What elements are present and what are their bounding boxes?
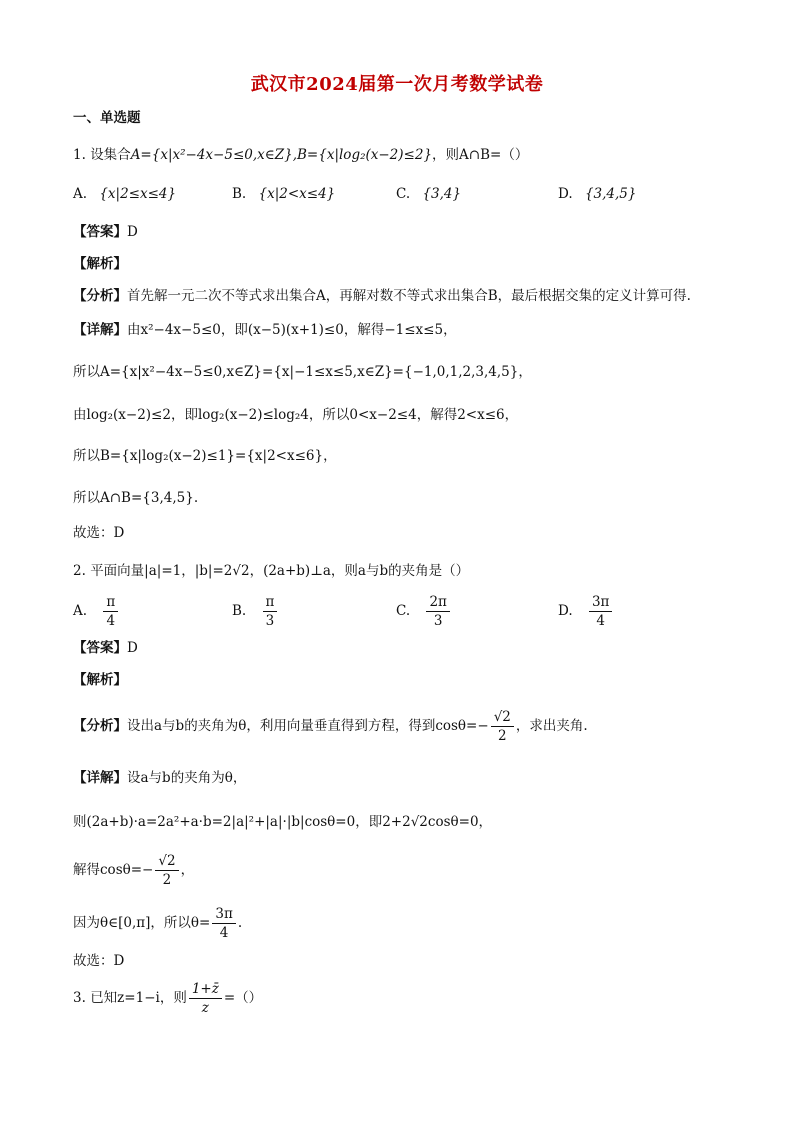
xiangjie-text: 由x²−4x−5≤0，即(x−5)(x+1)≤0，解得−1≤x≤5，: [127, 322, 457, 338]
angle-fraction: [212, 906, 235, 941]
question-number: 1.: [73, 147, 86, 163]
fenxi-text-end: ，求出夹角.: [515, 718, 588, 734]
q2-xiangjie-line-3: [73, 850, 194, 890]
option-text: {3,4,5}: [584, 186, 637, 202]
option-fraction: [589, 594, 612, 629]
fraction-denominator: 2: [162, 872, 172, 888]
q1-xiangjie-line-1: [73, 320, 457, 340]
q1-option-d: [558, 186, 636, 202]
q1-option-c: [396, 186, 461, 202]
q2-answer: [73, 638, 138, 658]
question-2-stem: [73, 561, 469, 581]
question-suffix: ，则A∩B=（）: [432, 147, 529, 163]
xiangjie-text: 设a与b的夹角为θ，: [127, 770, 247, 786]
fraction-denominator: 4: [106, 613, 116, 629]
fenxi-tag: 【分析】: [73, 288, 127, 304]
fraction-numerator: √2: [155, 853, 178, 871]
q1-choose: 故选：D: [73, 525, 125, 541]
set-a-expression: A={x|x²−4x−5≤0,x∈Z}: [130, 147, 293, 163]
fraction-numerator: 1+z̄: [189, 981, 222, 999]
q1-xiangjie-line-3: 由log₂(x−2)≤2，即log₂(x−2)≤log₂4，所以0<x−2≤4，解得2<x≤6，: [73, 407, 519, 423]
answer-value: D: [127, 224, 138, 240]
fraction-denominator: 3: [265, 613, 275, 629]
q1-xiangjie-line-4: 所以B={x|log₂(x−2)≤1}={x|2<x≤6}，: [73, 448, 337, 464]
fenxi-text: 设出a与b的夹角为θ，利用向量垂直得到方程，得到cosθ=−: [127, 718, 489, 734]
fraction-denominator: 2: [497, 728, 507, 744]
fraction-numerator: π: [103, 594, 118, 612]
question-3-stem: [73, 978, 262, 1018]
option-label: B.: [232, 603, 247, 619]
fraction-numerator: 3π: [212, 906, 235, 924]
fenxi-tag: 【分析】: [73, 718, 127, 734]
fraction-denominator: 3: [433, 613, 443, 629]
q2-option-b: [232, 594, 279, 629]
exam-title: 武汉市2024届第一次月考数学试卷: [250, 74, 544, 95]
q1-option-b: [232, 186, 335, 202]
xiangjie-tag: 【详解】: [73, 322, 127, 338]
fenxi-text: 首先解一元二次不等式求出集合A，再解对数不等式求出集合B，最后根据交集的定义计算可得.: [127, 288, 691, 304]
xiangjie-text-end: .: [237, 915, 243, 931]
solve-fraction: [155, 853, 178, 888]
option-label: D.: [558, 186, 573, 202]
question-prefix: 设集合: [90, 147, 131, 163]
option-text: {3,4}: [422, 186, 462, 202]
q2-fenxi: [73, 708, 588, 744]
xiangjie-text: 解得cosθ=−: [73, 862, 154, 878]
option-label: B.: [232, 186, 247, 202]
q2-xiangjie-line-1: [73, 768, 246, 788]
option-fraction: [103, 594, 118, 629]
fraction-numerator: 2π: [426, 594, 449, 612]
fraction-denominator: z: [201, 1000, 209, 1016]
option-text: {x|2≤x≤4}: [99, 186, 177, 202]
xiangjie-text: 因为θ∈[0,π]，所以θ=: [73, 915, 211, 931]
option-label: C.: [396, 186, 411, 202]
fraction-numerator: √2: [491, 709, 514, 727]
q1-option-a: [73, 186, 176, 202]
q1-xiangjie-line-5: 所以A∩B={3,4,5}.: [73, 490, 199, 506]
answer-tag: 【答案】: [73, 640, 127, 656]
xiangjie-tag: 【详解】: [73, 770, 127, 786]
option-label: C.: [396, 603, 411, 619]
question-number: 3.: [73, 990, 86, 1006]
q1-analysis-tag: 【解析】: [73, 256, 127, 272]
fraction-numerator: 3π: [589, 594, 612, 612]
fraction-denominator: 4: [596, 613, 605, 629]
q2-xiangjie-line-2: 则(2a+b)·a=2a²+a·b=2|a|²+|a|·|b|cosθ=0，即2+2√2cosθ=0，: [73, 814, 493, 830]
question-stem-end: =（）: [223, 990, 263, 1006]
stem-fraction: [189, 981, 222, 1016]
set-b-expression: ,B={x|log₂(x−2)≤2}: [292, 147, 433, 163]
fraction-numerator: π: [263, 594, 278, 612]
option-fraction: [263, 594, 278, 629]
q2-choose: 故选：D: [73, 953, 125, 969]
question-stem: 已知z=1−i，则: [90, 990, 187, 1006]
option-text: {x|2<x≤4}: [258, 186, 336, 202]
question-stem: 平面向量|a|=1，|b|=2√2，(2a+b)⊥a，则a与b的夹角是（）: [90, 563, 470, 579]
question-1-stem: [73, 145, 528, 165]
q1-answer: [73, 222, 138, 242]
q2-option-c: [396, 594, 452, 629]
section-heading: 一、单选题: [73, 110, 141, 126]
answer-tag: 【答案】: [73, 224, 127, 240]
option-label: A.: [73, 186, 88, 202]
question-number: 2.: [73, 563, 86, 579]
xiangjie-text-end: ，: [180, 862, 195, 878]
option-label: D.: [558, 603, 573, 619]
answer-value: D: [127, 640, 138, 656]
q2-analysis-tag: 【解析】: [73, 672, 127, 688]
option-fraction: [426, 594, 449, 629]
q1-xiangjie-line-2: 所以A={x|x²−4x−5≤0,x∈Z}={x|−1≤x≤5,x∈Z}={−1,0,1,2,3,4,5}，: [73, 364, 532, 380]
q2-xiangjie-line-4: [73, 903, 242, 943]
fenxi-fraction: [491, 709, 514, 744]
fraction-denominator: 4: [219, 925, 229, 941]
q2-option-a: [73, 594, 120, 629]
option-label: A.: [73, 603, 88, 619]
q1-fenxi: [73, 286, 691, 306]
q2-option-d: [558, 594, 614, 629]
